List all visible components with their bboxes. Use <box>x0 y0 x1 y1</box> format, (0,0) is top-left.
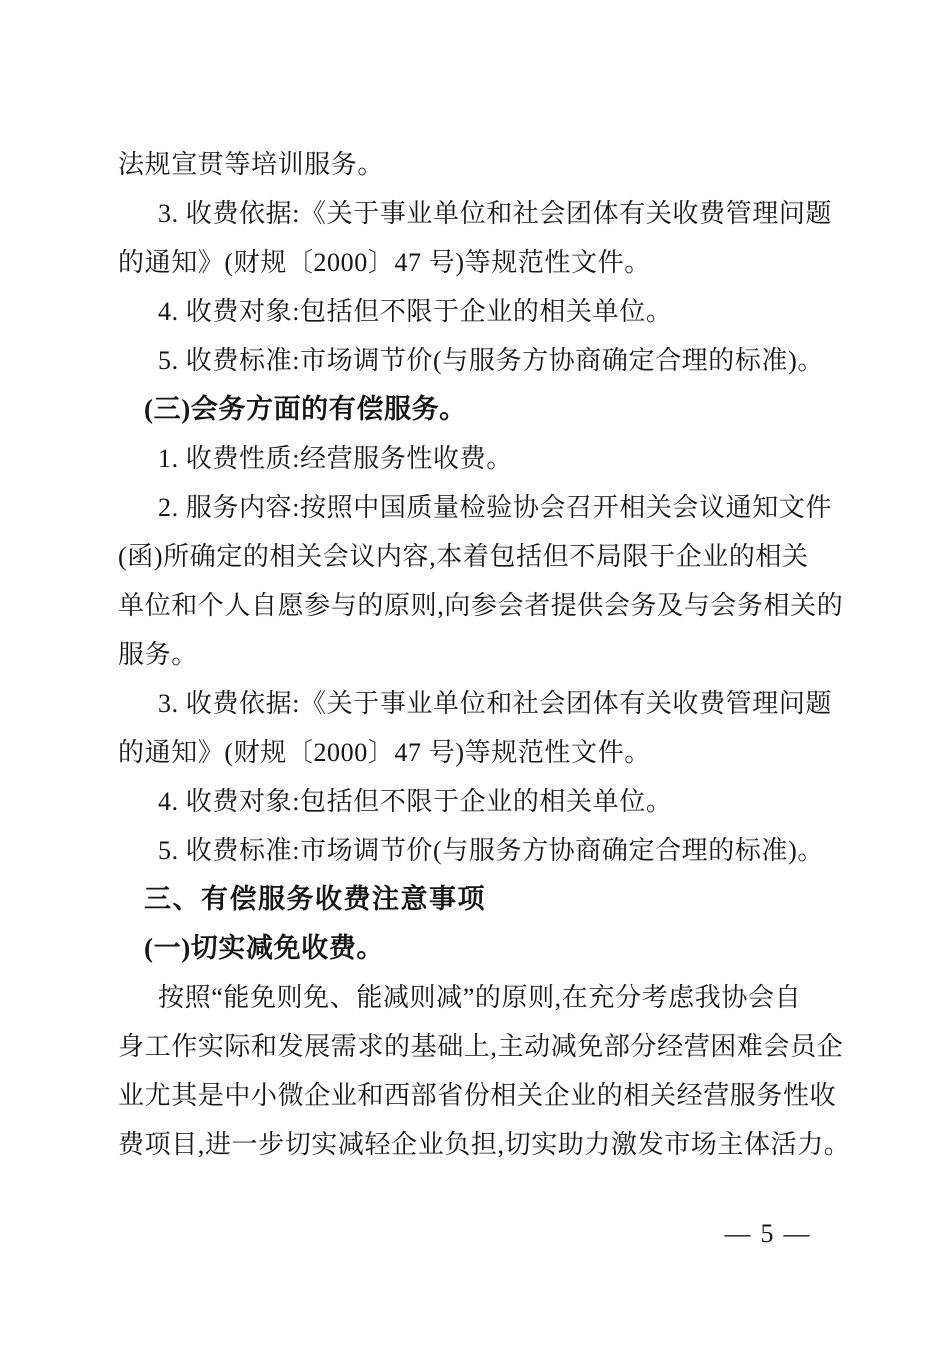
numbered-item-line: 5. 收费标准:市场调节价(与服务方协商确定合理的标准)。 <box>158 836 824 865</box>
subsection-heading: (三)会务方面的有偿服务。 <box>144 394 467 424</box>
footer-dash-right: — <box>783 1219 810 1248</box>
body-text-line: 服务。 <box>118 640 198 669</box>
body-text-line: 按照“能免则免、能减则减”的原则,在充分考虑我协会自 <box>158 983 802 1012</box>
body-text-line: 身工作实际和发展需求的基础上,主动减免部分经营困难会员企 <box>118 1032 844 1061</box>
document-body <box>118 140 858 1169</box>
numbered-item-line: 3. 收费依据:《关于事业单位和社会团体有关收费管理问题 <box>158 689 833 718</box>
numbered-item-line: 4. 收费对象:包括但不限于企业的相关单位。 <box>158 297 673 326</box>
numbered-item-line: 5. 收费标准:市场调节价(与服务方协商确定合理的标准)。 <box>158 346 824 375</box>
subsection-heading: (一)切实减免收费。 <box>144 933 384 963</box>
page-number: 5 <box>760 1219 774 1248</box>
numbered-item-line: 2. 服务内容:按照中国质量检验协会召开相关会议通知文件 <box>158 493 833 522</box>
body-text-line: 的通知》(财规〔2000〕47 号)等规范性文件。 <box>118 248 651 277</box>
section-heading: 三、有偿服务收费注意事项 <box>144 884 486 914</box>
body-text-line: 的通知》(财规〔2000〕47 号)等规范性文件。 <box>118 738 651 767</box>
numbered-item-line: 1. 收费性质:经营服务性收费。 <box>158 444 513 473</box>
numbered-item-line: 4. 收费对象:包括但不限于企业的相关单位。 <box>158 787 673 816</box>
body-text-line: (函)所确定的相关会议内容,本着包括但不局限于企业的相关 <box>118 542 809 571</box>
body-text-line: 法规宣贯等培训服务。 <box>118 150 385 179</box>
body-text-line: 费项目,进一步切实减轻企业负担,切实助力激发市场主体活力。 <box>118 1130 851 1159</box>
footer-dash-left: — <box>724 1219 751 1248</box>
body-text-line: 单位和个人自愿参与的原则,向参会者提供会务及与会务相关的 <box>118 591 844 620</box>
body-text-line: 业尤其是中小微企业和西部省份相关企业的相关经营服务性收 <box>118 1081 837 1110</box>
numbered-item-line: 3. 收费依据:《关于事业单位和社会团体有关收费管理问题 <box>158 199 833 228</box>
page-footer <box>712 1216 822 1252</box>
